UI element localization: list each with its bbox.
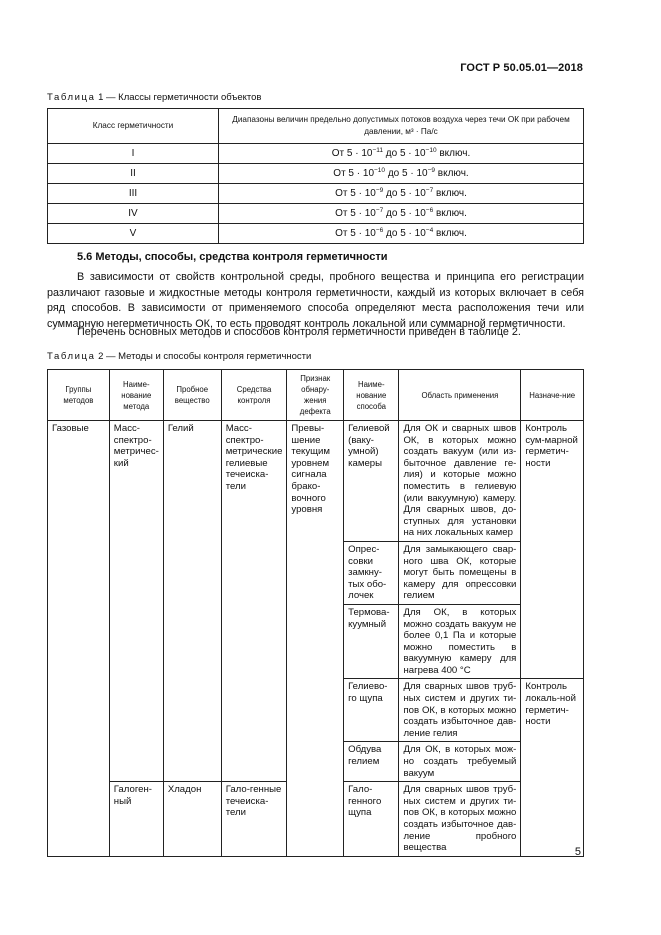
page-number: 5 [574,846,581,858]
table2-caption-title: 2 — Методы и способы контроля герметичности [98,351,312,362]
paragraph-reference: Перечень основных методов и способов контроля герметичности приведен в таблице 2. [77,326,521,338]
area-cell: Для ОК и сварных швов ОК, в которых можно создать вакуум (или из-быточное давление ге-лия) и которые можно поместить в гелиевую (или вакуумную) камеру. Для сварных швов, до-ступных для установки на них локальных камер [399,421,521,542]
range-cell: От $5 \cdot 10^{-10}$ до $5 \cdot 10^{-9}$ включ. [219,164,584,184]
class-cell: III [48,184,219,204]
group-cell: Газовые [48,421,110,857]
purpose-cell: Контроль локаль-ной герметич-ности [521,679,584,856]
range-cell: От $5 \cdot 10^{-7}$ до $5 \cdot 10^{-6}$ включ. [219,204,584,224]
table-row [48,204,584,224]
table-row [48,421,584,542]
header-purpose: Назначе-ние [521,370,584,421]
class-cell: II [48,164,219,184]
area-cell: Для сварных швов труб-ных систем и других ти-пов ОК, в которых можно создать избыточное дав-ление гелия [399,679,521,742]
substance-cell: Хладон [163,782,221,857]
table1-header-row [48,109,584,144]
table2-caption-prefix: Таблица [47,351,96,362]
table2-caption [47,351,311,362]
way-cell: Опрес-совки замкну-тых обо-лочек [344,541,399,604]
means-cell: Гало-генные течеиска-тели [221,782,287,857]
table1-header-class: Класс герметичности [48,109,219,144]
table-row [48,164,584,184]
table1-header-range: Диапазоны величин предельно допустимых потоков воздуха через течи ОК при рабочем давлении, м³ · Па/с [219,109,584,144]
area-cell: Для ОК, в которых мож-но создать требуемый вакуум [399,742,521,782]
class-cell: IV [48,204,219,224]
header-groups: Группы методов [48,370,110,421]
area-cell: Для ОК, в которых можно создать вакуум не более 0,1 Па и которые можно поместить в вакуумную камеру для нагрева 400 °С [399,604,521,679]
way-cell: Гало-генного щупа [344,782,399,857]
table1-caption [47,92,261,103]
purpose-cell: Контроль сум-марной герметич-ности [521,421,584,679]
table-tightness-classes [47,108,584,244]
paragraph-intro: В зависимости от свойств контрольной среды, пробного вещества и принципа его регистрации различают газовые и жидкостные методы контроля герметичности, каждый из которых включает в себя ряд способов. В зависимости от применяемого способа определяют места расположения течи или суммарную негерметичность ОК, то есть проводят контроль локальной или суммарной герметичности. [47,271,584,330]
range-cell: От $5 \cdot 10^{-9}$ до $5 \cdot 10^{-7}$ включ. [219,184,584,204]
header-means: Средства контроля [221,370,287,421]
document-code: ГОСТ Р 50.05.01—2018 [460,62,583,74]
table-row [48,224,584,244]
header-indicator: Признак обнару-жения дефекта [287,370,344,421]
table1-caption-prefix: Таблица [47,92,96,103]
way-cell: Гелиево-го щупа [344,679,399,742]
way-cell: Термова-куумный [344,604,399,679]
substance-cell: Гелий [163,421,221,782]
method-cell: Масс-спектро-метричес-кий [109,421,163,782]
means-cell: Масс-спектро-метрические гелиевые течеиска-тели [221,421,287,782]
class-cell: V [48,224,219,244]
header-way: Наиме-нование способа [344,370,399,421]
range-cell: От $5 \cdot 10^{-11}$ до $5 \cdot 10^{-10}$ включ. [219,144,584,164]
method-cell: Галоген-ный [109,782,163,857]
range-cell: От $5 \cdot 10^{-6}$ до $5 \cdot 10^{-4}$ включ. [219,224,584,244]
table2-header-row [48,370,584,421]
header-method: Наиме-нование метода [109,370,163,421]
table-row [48,184,584,204]
area-cell: Для замыкающего свар-ного шва ОК, которые могут быть помещены в камеру для опрессовки гелием [399,541,521,604]
header-substance: Пробное вещество [163,370,221,421]
table-row [48,144,584,164]
way-cell: Обдува гелием [344,742,399,782]
section-title: 5.6 Методы, способы, средства контроля герметичности [77,251,388,263]
indicator-cell: Превы-шение текущим уровнем сигнала брако-вочного уровня [287,421,344,857]
header-area: Область применения [399,370,521,421]
way-cell: Гелиевой (ваку-умной) камеры [344,421,399,542]
table1-caption-title: 1 — Классы герметичности объектов [98,92,262,103]
class-cell: I [48,144,219,164]
table-control-methods [47,369,584,857]
area-cell: Для сварных швов труб-ных систем и других ти-пов ОК, в которых можно создать избыточное дав-ление пробного вещества [399,782,521,857]
